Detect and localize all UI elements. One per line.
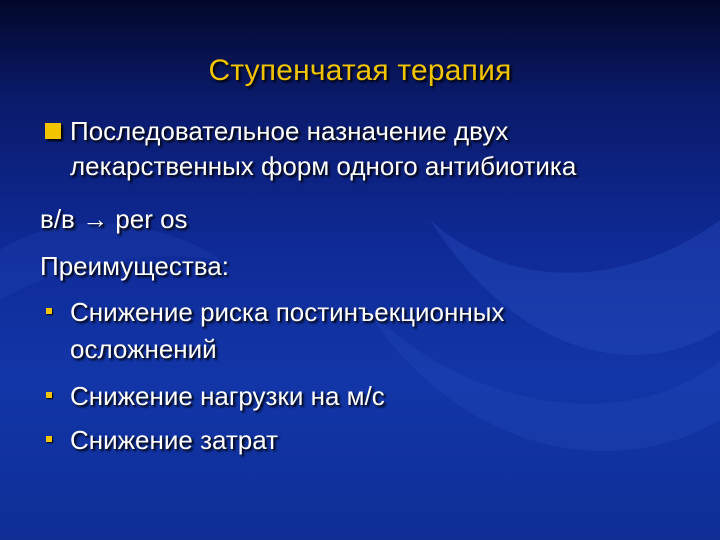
advantage-1-line-2: осложнений xyxy=(70,334,217,364)
slide-title: Ступенчатая терапия xyxy=(208,54,512,87)
advantages-header: Преимущества: xyxy=(40,251,229,281)
square-bullet-icon xyxy=(45,123,61,139)
advantage-1-line-1: Снижение риска постинъекционных xyxy=(70,297,505,327)
small-square-bullet-icon xyxy=(46,436,52,442)
bullet-text-line-1: Последовательное назначение двух xyxy=(70,116,509,146)
small-square-bullet-icon xyxy=(46,308,52,314)
advantage-2: Снижение нагрузки на м/с xyxy=(70,381,385,411)
advantage-3: Снижение затрат xyxy=(70,425,279,455)
bullet-text-line-2: лекарственных форм одного антибиотика xyxy=(70,151,577,181)
route-text: в/в → per os xyxy=(40,204,188,234)
small-square-bullet-icon xyxy=(46,392,52,398)
